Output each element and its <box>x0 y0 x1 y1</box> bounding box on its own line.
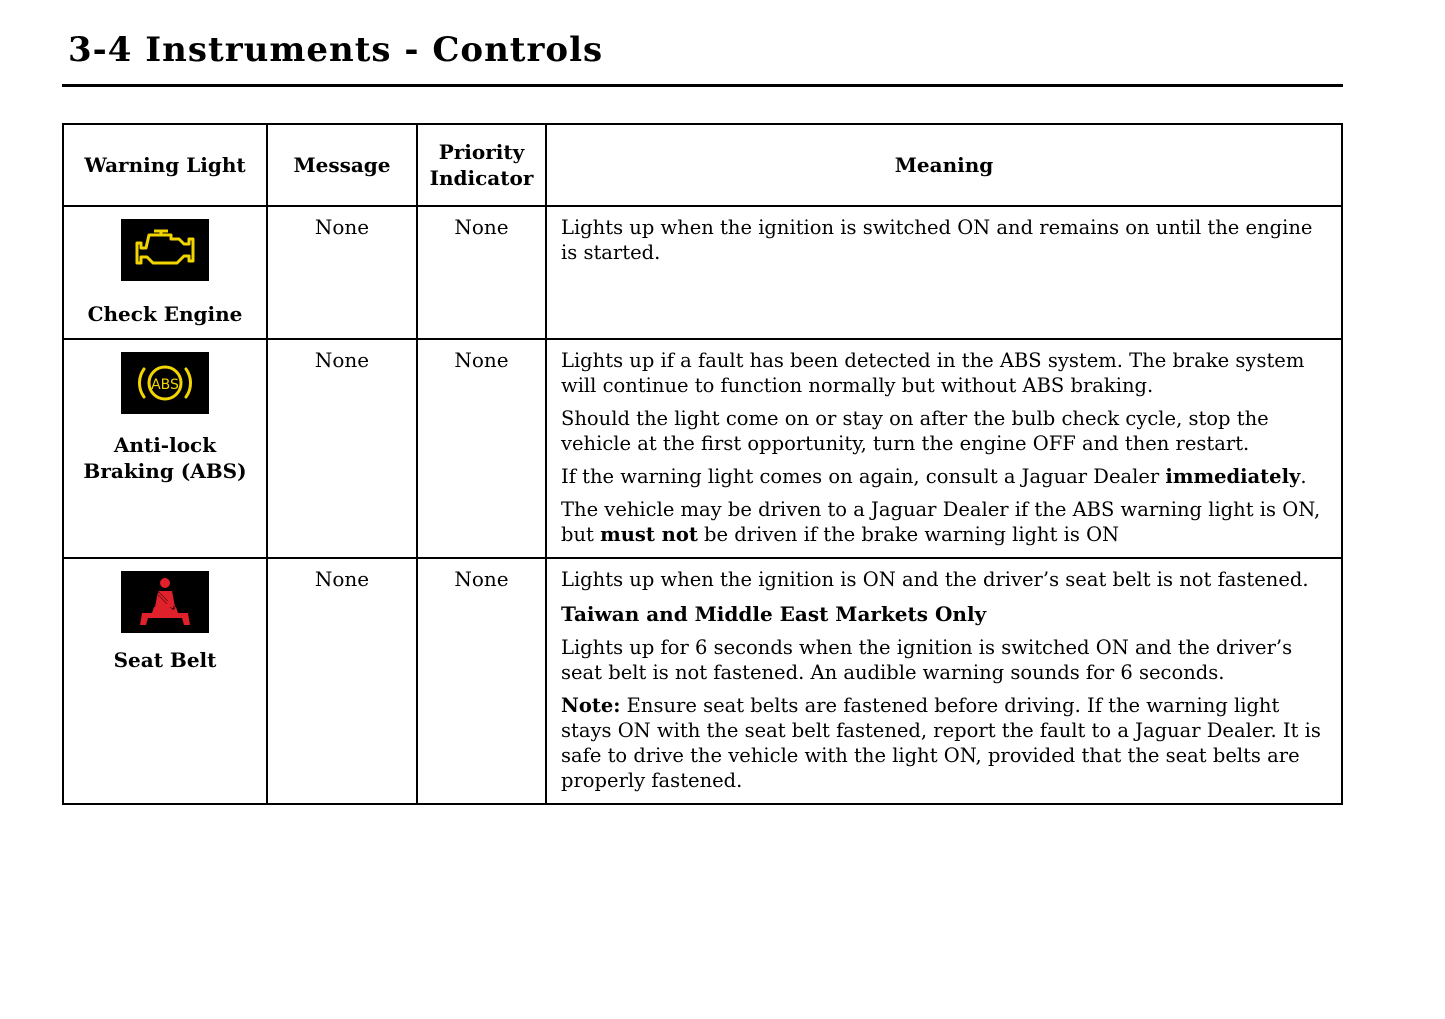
header-priority-line2: Indicator <box>429 166 534 190</box>
emphasis-text: must not <box>600 523 698 546</box>
meaning-text-part: If the warning light comes on again, consult a Jaguar Dealer <box>561 465 1166 488</box>
note-label: Note: <box>561 694 621 717</box>
meaning-text: Should the light come on or stay on after the bulb check cycle, stop the vehicle at the first opportunity, turn the engine OFF and then restart. <box>561 407 1269 455</box>
warning-light-name <box>65 432 265 484</box>
warning-lights-table <box>62 123 1343 805</box>
page-title: 3-4 Instruments - Controls <box>68 30 604 70</box>
warning-light-cell <box>63 558 267 804</box>
header-priority-indicator <box>417 124 546 206</box>
meaning-text-part: The vehicle may be driven to a Jaguar Dealer if the ABS warning light is ON, but <box>561 498 1321 546</box>
warning-light-name: Seat Belt <box>113 648 217 672</box>
warning-light-name: Check Engine <box>87 302 243 326</box>
warning-light-name-line1: Anti-lock <box>113 433 217 457</box>
note-text: Ensure seat belts are fastened before driving. If the warning light stays ON with the seat belt fastened, report the fault to a Jaguar Dealer. It is safe to drive the vehicle with the light ON, provided that the seat belts are properly fastened. <box>561 694 1321 792</box>
priority-cell: None <box>417 339 546 558</box>
abs-icon <box>121 352 209 414</box>
header-warning-light: Warning Light <box>63 124 267 206</box>
abs-icon-label: ABS <box>151 377 179 393</box>
header-priority-line1: Priority <box>438 140 525 164</box>
meaning-subheading: Taiwan and Middle East Markets Only <box>561 602 987 626</box>
priority-cell: None <box>417 206 546 339</box>
meaning-text: Lights up when the ignition is ON and the driver’s seat belt is not fastened. <box>561 568 1309 591</box>
table-row <box>63 206 1342 339</box>
meaning-text: Lights up for 6 seconds when the ignition is switched ON and the driver’s seat belt is not fastened. An audible warning sounds for 6 seconds. <box>561 636 1293 684</box>
header-message: Message <box>267 124 417 206</box>
table-row <box>63 339 1342 558</box>
warning-light-name-line2: Braking (ABS) <box>83 459 247 483</box>
meaning-text-part: be driven if the brake warning light is ON <box>697 523 1120 546</box>
message-cell: None <box>267 558 417 804</box>
meaning-cell <box>546 558 1342 804</box>
table-row <box>63 558 1342 804</box>
message-cell: None <box>267 206 417 339</box>
meaning-text-part: . <box>1300 465 1307 488</box>
meaning-text: Lights up if a fault has been detected in the ABS system. The brake system will continue to function normally but without ABS braking. <box>561 349 1305 397</box>
seat-belt-icon <box>121 571 209 633</box>
message-cell: None <box>267 339 417 558</box>
title-rule <box>62 84 1343 87</box>
meaning-text <box>561 464 1329 489</box>
warning-light-cell <box>63 339 267 558</box>
warning-light-cell <box>63 206 267 339</box>
header-meaning: Meaning <box>546 124 1342 206</box>
emphasis-text: immediately <box>1165 465 1301 488</box>
meaning-text <box>561 497 1329 547</box>
meaning-text: Lights up when the ignition is switched ON and remains on until the engine is started. <box>561 216 1313 264</box>
meaning-cell <box>546 339 1342 558</box>
check-engine-icon <box>121 219 209 281</box>
meaning-cell <box>546 206 1342 339</box>
meaning-note <box>561 693 1329 793</box>
priority-cell: None <box>417 558 546 804</box>
table-header-row <box>63 124 1342 206</box>
